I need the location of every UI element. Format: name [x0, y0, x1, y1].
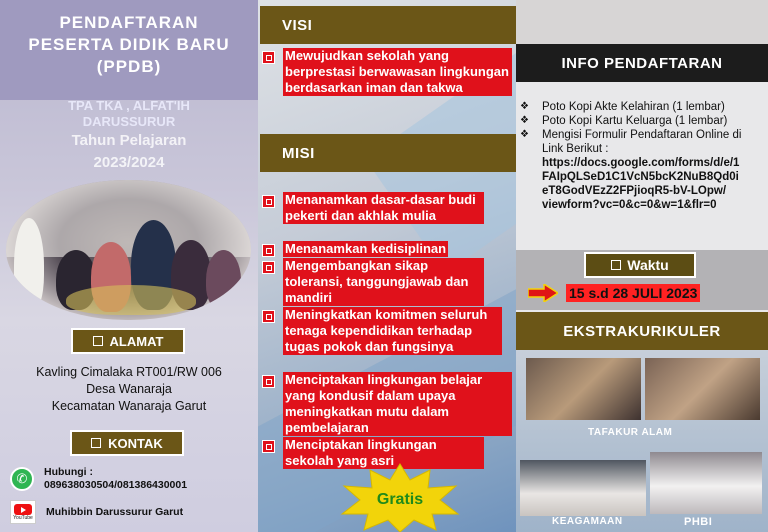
phone-numbers: 089638030504/081386430001	[44, 479, 188, 491]
misi-text: Menanamkan dasar-dasar budi pekerti dan akhlak mulia	[283, 192, 484, 224]
checkbox-icon	[262, 310, 275, 323]
visi-text: Mewujudkan sekolah yang berprestasi berwawasan lingkungan berdasarkan iman dan takwa	[283, 48, 512, 96]
address-block	[0, 356, 258, 418]
checkbox-icon	[93, 336, 103, 346]
misi-item	[262, 241, 502, 257]
students-photo	[6, 180, 251, 320]
misi-text: Mengembangkan sikap toleransi, tanggungjawab dan mandiri	[283, 258, 484, 306]
misi-item	[262, 372, 512, 436]
misi-item	[262, 307, 502, 355]
checkbox-icon	[91, 438, 101, 448]
info-item	[520, 114, 764, 128]
misi-text: Menciptakan lingkungan sekolah yang asri	[283, 437, 484, 469]
whatsapp-contact	[10, 466, 187, 492]
checkbox-icon	[611, 260, 621, 270]
link-line-1: https://docs.google.com/forms/d/e/1	[542, 157, 740, 169]
keagamaan-label: KEAGAMAAN	[552, 516, 623, 527]
year-line-1: Tahun Pelajaran	[71, 132, 187, 149]
tafakur-photo-1	[526, 358, 641, 420]
academic-year	[0, 130, 258, 174]
kontak-label: KONTAK	[108, 435, 163, 451]
alamat-heading	[71, 328, 185, 354]
kontak-heading	[70, 430, 184, 456]
phbi-label: PHBI	[684, 516, 713, 528]
title-line-3: (PPDB)	[96, 57, 162, 76]
visi-heading: VISI	[260, 6, 516, 44]
youtube-channel: Muhibbin Darussurur Garut	[46, 505, 184, 518]
info-heading: INFO PENDAFTARAN	[516, 44, 768, 82]
photo-wall	[6, 180, 251, 257]
misi-heading: MISI	[260, 134, 516, 172]
link-line-4: viewform?vc=0&c=0&w=1&flr=0	[542, 199, 717, 211]
misi-text: Menciptakan lingkungan belajar yang kondusif dalam upaya meningkatkan mutu dalam pembelajaran	[283, 372, 512, 436]
waktu-label: Waktu	[627, 257, 669, 273]
waktu-heading	[584, 252, 696, 278]
checkbox-icon	[262, 51, 275, 64]
link-line-3: eT8GodVEzZ2FPjioqR5-bV-LOpw/	[542, 185, 727, 197]
gratis-starburst	[340, 462, 460, 532]
checkbox-icon	[262, 440, 275, 453]
ekstra-heading: EKSTRAKURIKULER	[516, 312, 768, 350]
info-item	[520, 100, 764, 114]
alamat-label: ALAMAT	[109, 333, 164, 349]
youtube-icon-text: YouTube	[13, 514, 33, 521]
registration-dates: 15 s.d 28 JULI 2023	[566, 284, 700, 302]
checkbox-icon	[262, 261, 275, 274]
phbi-photo	[650, 452, 762, 514]
info-text	[542, 128, 764, 212]
info-text: Poto Kopi Akte Kelahiran (1 lembar)	[542, 101, 725, 113]
checkbox-icon	[262, 244, 275, 257]
whatsapp-icon: ✆	[10, 467, 34, 491]
ppdb-title	[0, 12, 258, 78]
keagamaan-photo	[520, 460, 646, 516]
diamond-bullet-icon: ❖	[520, 101, 529, 112]
link-line-2: FAIpQLSeD1C1VcN5bcK2NuB8Qd0i	[542, 171, 739, 183]
photo-person	[206, 250, 241, 310]
phone-block	[44, 466, 187, 492]
youtube-contact	[10, 500, 183, 524]
address-line-3: Kecamatan Wanaraja Garut	[51, 399, 207, 413]
right-top-band	[516, 0, 768, 44]
diamond-bullet-icon: ❖	[520, 129, 529, 140]
hubungi-label: Hubungi :	[44, 466, 93, 478]
arrow-shape	[528, 284, 558, 302]
address-line-2: Desa Wanaraja	[86, 382, 172, 396]
checkbox-icon	[262, 195, 275, 208]
photo-floor-items	[66, 285, 196, 315]
info-item	[520, 128, 764, 212]
right-arrow-icon	[528, 284, 558, 302]
school-line-1: TPA TKA , ALFAT'IH	[68, 98, 190, 113]
title-line-2: PESERTA DIDIK BARU	[28, 35, 230, 54]
info-list	[520, 100, 764, 212]
visi-item	[262, 48, 512, 96]
youtube-play-icon	[14, 504, 32, 515]
year-line-2: 2023/2024	[93, 154, 165, 171]
tafakur-label: TAFAKUR ALAM	[588, 427, 673, 438]
title-line-1: PENDAFTARAN	[59, 13, 199, 32]
gratis-text: Gratis	[376, 491, 424, 508]
address-line-1: Kavling Cimalaka RT001/RW 006	[36, 365, 222, 379]
info-text: Poto Kopi Kartu Keluarga (1 lembar)	[542, 115, 728, 127]
school-line-2: DARUSSURUR	[82, 114, 176, 129]
tafakur-photo-2	[645, 358, 760, 420]
misi-item	[262, 258, 484, 306]
youtube-icon	[10, 500, 36, 524]
checkbox-icon	[262, 375, 275, 388]
school-name	[0, 98, 258, 130]
registration-link[interactable]	[542, 156, 764, 212]
misi-item	[262, 192, 484, 224]
misi-text: Meningkatkan komitmen seluruh tenaga kependidikan terhadap tugas pokok dan fungsinya	[283, 307, 502, 355]
info-form-instruction: Mengisi Formulir Pendaftaran Online di Link Berikut :	[542, 129, 742, 155]
photo-person	[14, 218, 44, 313]
misi-text: Menanamkan kedisiplinan	[285, 241, 447, 256]
diamond-bullet-icon: ❖	[520, 115, 529, 126]
